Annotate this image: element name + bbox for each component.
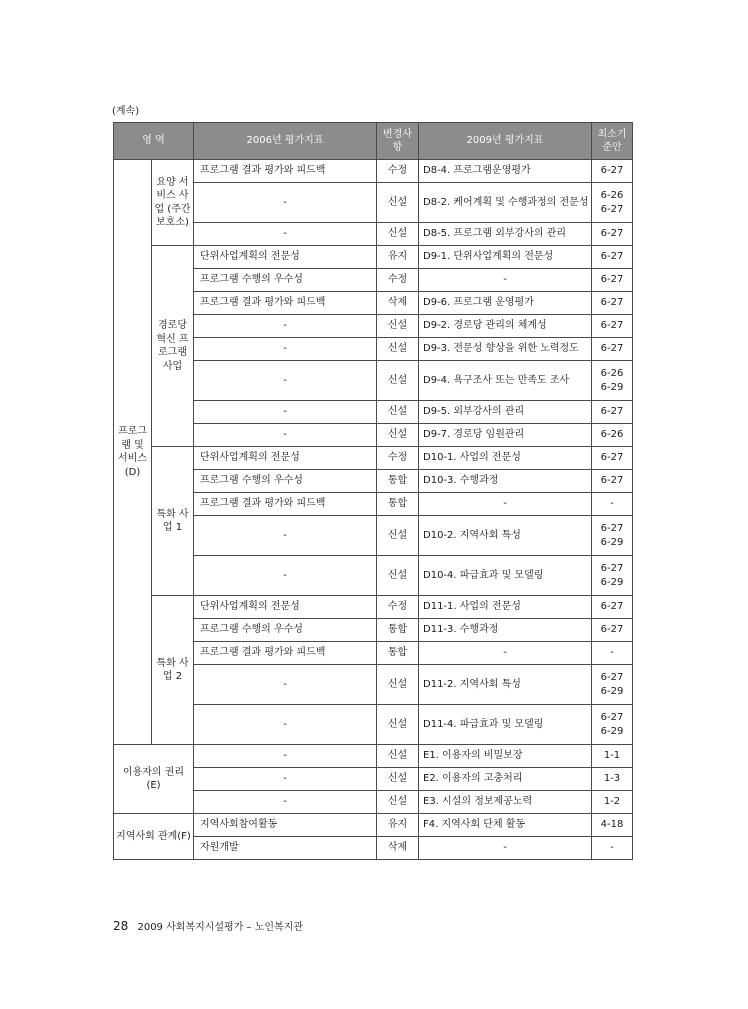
change-type: 신설 — [377, 705, 419, 745]
old-indicator: 지역사회참여활동 — [194, 814, 377, 837]
new-indicator: D11-4. 파급효과 및 모델링 — [419, 705, 592, 745]
new-indicator: - — [419, 269, 592, 292]
header-minimum: 최소기준안 — [592, 123, 633, 160]
change-type: 유지 — [377, 814, 419, 837]
header-row — [114, 123, 633, 160]
header-area: 영 역 — [114, 123, 194, 160]
min-standard: 6-26 6-27 — [592, 183, 633, 223]
change-type: 수정 — [377, 596, 419, 619]
table-row — [114, 160, 633, 183]
min-standard: 6-27 — [592, 160, 633, 183]
min-standard: 6-26 6-29 — [592, 361, 633, 401]
old-indicator: - — [194, 516, 377, 556]
change-type: 통합 — [377, 470, 419, 493]
old-indicator: 프로그램 결과 평가와 피드백 — [194, 160, 377, 183]
min-standard: 6-26 — [592, 424, 633, 447]
new-indicator: - — [419, 837, 592, 860]
old-indicator: 자원개발 — [194, 837, 377, 860]
new-indicator: D11-2. 지역사회 특성 — [419, 665, 592, 705]
min-standard: 1-3 — [592, 768, 633, 791]
min-standard: 1-2 — [592, 791, 633, 814]
old-indicator: - — [194, 223, 377, 246]
header-2009: 2009년 평가지표 — [419, 123, 592, 160]
table-row — [114, 246, 633, 269]
change-type: 신설 — [377, 556, 419, 596]
change-type: 신설 — [377, 338, 419, 361]
change-type: 신설 — [377, 315, 419, 338]
table-body — [114, 160, 633, 860]
new-indicator: E2. 이용자의 고충처리 — [419, 768, 592, 791]
new-indicator: D10-2. 지역사회 특성 — [419, 516, 592, 556]
change-type: 신설 — [377, 745, 419, 768]
change-type: 신설 — [377, 183, 419, 223]
group-care: 요양 서비스 사업 (주간보호소) — [152, 160, 194, 246]
table-row — [114, 745, 633, 768]
new-indicator: D9-4. 욕구조사 또는 만족도 조사 — [419, 361, 592, 401]
new-indicator: E3. 시설의 정보제공노력 — [419, 791, 592, 814]
old-indicator: 프로그램 결과 평가와 피드백 — [194, 292, 377, 315]
min-standard: 6-27 — [592, 401, 633, 424]
change-type: 삭제 — [377, 837, 419, 860]
old-indicator: - — [194, 705, 377, 745]
change-type: 신설 — [377, 424, 419, 447]
new-indicator: D9-7. 경로당 임원관리 — [419, 424, 592, 447]
old-indicator: - — [194, 338, 377, 361]
new-indicator: F4. 지역사회 단체 활동 — [419, 814, 592, 837]
table-row — [114, 814, 633, 837]
min-standard: - — [592, 642, 633, 665]
new-indicator: D9-5. 외부강사의 관리 — [419, 401, 592, 424]
min-standard: 6-27 6-29 — [592, 665, 633, 705]
group-community: 지역사회 관계(F) — [114, 814, 194, 860]
new-indicator: D8-5. 프로그램 외부강사의 관리 — [419, 223, 592, 246]
group-rights: 이용자의 권리(E) — [114, 745, 194, 814]
new-indicator: D9-1. 단위사업계획의 전문성 — [419, 246, 592, 269]
old-indicator: 프로그램 결과 평가와 피드백 — [194, 642, 377, 665]
old-indicator: - — [194, 315, 377, 338]
new-indicator: D9-6. 프로그램 운영평가 — [419, 292, 592, 315]
min-standard: 6-27 — [592, 596, 633, 619]
change-type: 수정 — [377, 447, 419, 470]
indicator-comparison-table — [113, 122, 633, 860]
table-row — [114, 596, 633, 619]
change-type: 신설 — [377, 401, 419, 424]
old-indicator: - — [194, 556, 377, 596]
continued-label: (계속) — [112, 106, 140, 117]
old-indicator: - — [194, 745, 377, 768]
old-indicator: 프로그램 수행의 우수성 — [194, 269, 377, 292]
min-standard: 6-27 — [592, 246, 633, 269]
page-number: 28 — [113, 919, 129, 933]
min-standard: 6-27 6-29 — [592, 516, 633, 556]
old-indicator: - — [194, 183, 377, 223]
new-indicator: D9-3. 전문성 향상을 위한 노력정도 — [419, 338, 592, 361]
table-row — [114, 447, 633, 470]
group-special-2: 특화 사업 2 — [152, 596, 194, 745]
change-type: 수정 — [377, 269, 419, 292]
min-standard: 6-27 6-29 — [592, 556, 633, 596]
old-indicator: 단위사업계획의 전문성 — [194, 246, 377, 269]
page-footer — [113, 918, 303, 933]
min-standard: 6-27 — [592, 269, 633, 292]
min-standard: 1-1 — [592, 745, 633, 768]
old-indicator: - — [194, 401, 377, 424]
new-indicator: D9-2. 경로당 관리의 체계성 — [419, 315, 592, 338]
change-type: 통합 — [377, 619, 419, 642]
old-indicator: - — [194, 791, 377, 814]
footer-title: 2009 사회복지시설평가 – 노인복지관 — [137, 922, 304, 933]
min-standard: 6-27 — [592, 315, 633, 338]
new-indicator: D11-3. 수행과정 — [419, 619, 592, 642]
change-type: 통합 — [377, 493, 419, 516]
old-indicator: 프로그램 수행의 우수성 — [194, 619, 377, 642]
new-indicator: D10-3. 수행과정 — [419, 470, 592, 493]
min-standard: - — [592, 837, 633, 860]
min-standard: - — [592, 493, 633, 516]
old-indicator: 프로그램 결과 평가와 피드백 — [194, 493, 377, 516]
new-indicator: D10-4. 파급효과 및 모델링 — [419, 556, 592, 596]
min-standard: 6-27 — [592, 223, 633, 246]
new-indicator: E1. 이용자의 비밀보장 — [419, 745, 592, 768]
change-type: 신설 — [377, 223, 419, 246]
min-standard: 6-27 — [592, 470, 633, 493]
change-type: 신설 — [377, 791, 419, 814]
group-senior: 경로당 혁신 프로그램사업 — [152, 246, 194, 447]
min-standard: 6-27 6-29 — [592, 705, 633, 745]
min-standard: 6-27 — [592, 447, 633, 470]
header-change: 변경사항 — [377, 123, 419, 160]
min-standard: 6-27 — [592, 292, 633, 315]
old-indicator: 단위사업계획의 전문성 — [194, 447, 377, 470]
new-indicator: D11-1. 사업의 전문성 — [419, 596, 592, 619]
group-special-1: 특화 사업 1 — [152, 447, 194, 596]
new-indicator: D8-4. 프로그램운영평가 — [419, 160, 592, 183]
change-type: 수정 — [377, 160, 419, 183]
change-type: 신설 — [377, 361, 419, 401]
change-type: 신설 — [377, 768, 419, 791]
new-indicator: D8-2. 케어계획 및 수행과정의 전문성 — [419, 183, 592, 223]
change-type: 통합 — [377, 642, 419, 665]
change-type: 유지 — [377, 246, 419, 269]
old-indicator: 프로그램 수행의 우수성 — [194, 470, 377, 493]
new-indicator: - — [419, 642, 592, 665]
change-type: 삭제 — [377, 292, 419, 315]
old-indicator: - — [194, 424, 377, 447]
old-indicator: - — [194, 665, 377, 705]
group-program: 프로그램 및 서비스 (D) — [114, 160, 152, 745]
min-standard: 6-27 — [592, 338, 633, 361]
old-indicator: - — [194, 361, 377, 401]
new-indicator: D10-1. 사업의 전문성 — [419, 447, 592, 470]
min-standard: 6-27 — [592, 619, 633, 642]
change-type: 신설 — [377, 516, 419, 556]
old-indicator: 단위사업계획의 전문성 — [194, 596, 377, 619]
new-indicator: - — [419, 493, 592, 516]
header-2006: 2006년 평가지표 — [194, 123, 377, 160]
old-indicator: - — [194, 768, 377, 791]
change-type: 신설 — [377, 665, 419, 705]
min-standard: 4-18 — [592, 814, 633, 837]
